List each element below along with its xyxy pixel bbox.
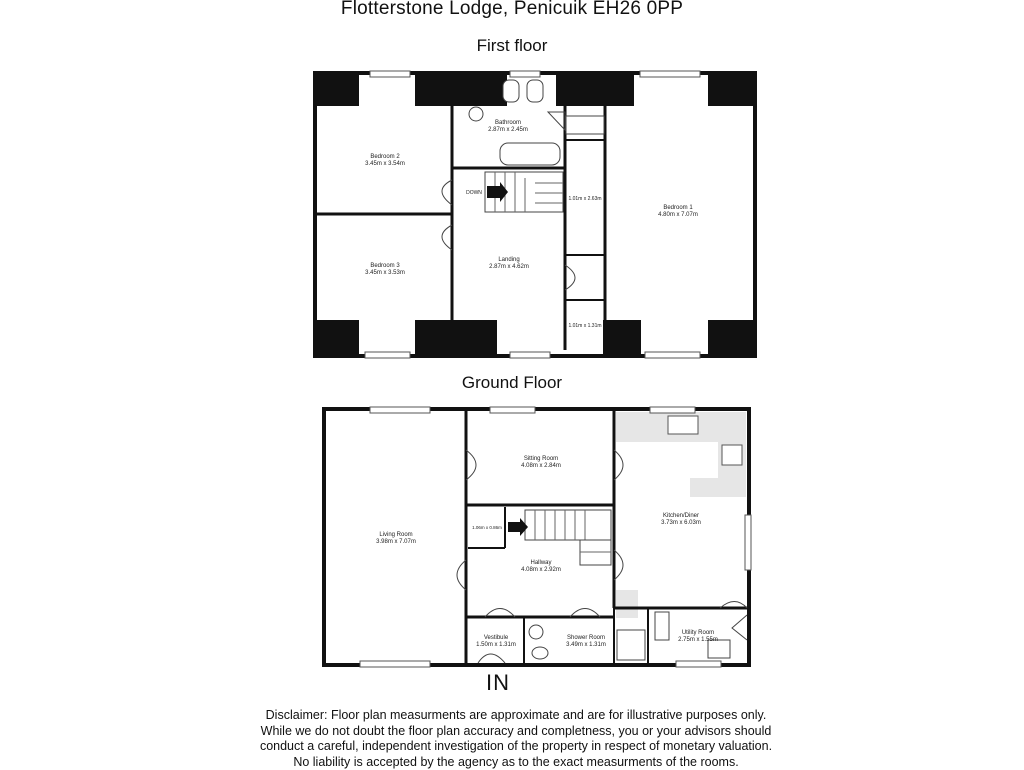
bedroom1-name: Bedroom 1 — [663, 205, 693, 211]
kitchen-size: 3.73m x 6.03m — [661, 520, 701, 526]
utility-sink — [655, 612, 669, 640]
chimney-block — [556, 73, 634, 106]
entrance-label: IN — [486, 670, 510, 696]
disclaimer — [236, 708, 796, 770]
toilet — [503, 80, 519, 102]
stairs-down-label: DOWN — [466, 190, 482, 196]
hallway-name: Hallway — [530, 560, 551, 566]
disclaimer-line: conduct a careful, independent investigation of the property in respect of monetary valuation. — [236, 739, 796, 755]
disclaimer-line: No liability is accepted by the agency as to the exact measurments of the rooms. — [236, 755, 796, 770]
basin — [469, 107, 483, 121]
kitchen-name: Kitchen/Diner — [663, 513, 699, 519]
window — [645, 352, 700, 358]
bedroom2-size: 3.45m x 3.54m — [365, 161, 405, 167]
shower-tray — [617, 630, 645, 660]
chimney-block — [315, 73, 359, 106]
window — [676, 661, 721, 667]
chimney-block — [603, 320, 641, 356]
bathroom-size: 2.87m x 2.45m — [488, 127, 528, 133]
utility-room-name: Utility Room — [682, 630, 714, 636]
window — [365, 352, 410, 358]
window — [640, 71, 700, 77]
store-size: 1.06m x 0.86m — [472, 525, 502, 530]
chimney-block — [708, 73, 755, 106]
shower-room-name: Shower Room — [567, 635, 605, 641]
cupboard-a-size: 1.01m x 2.63m — [568, 196, 601, 202]
living-room-name: Living Room — [379, 532, 412, 538]
plan-title: Flotterstone Lodge, Penicuik EH26 0PP — [0, 0, 1024, 20]
sitting-room-size: 4.08m x 2.84m — [521, 463, 561, 469]
landing-size: 2.87m x 4.62m — [489, 264, 529, 270]
window — [745, 515, 751, 570]
window — [370, 407, 430, 413]
chimney-block — [415, 320, 497, 356]
vestibule-size: 1.50m x 1.31m — [476, 642, 516, 648]
window — [360, 661, 430, 667]
bath — [500, 143, 560, 165]
sitting-room-name: Sitting Room — [524, 456, 558, 462]
chimney-block — [708, 320, 755, 356]
kitchen-sink — [668, 416, 698, 434]
window — [490, 407, 535, 413]
bedroom3-name: Bedroom 3 — [370, 263, 400, 269]
entrance-door-swing — [478, 654, 505, 663]
hallway-size: 4.08m x 2.92m — [521, 567, 561, 573]
window — [510, 71, 540, 77]
chimney-block — [415, 73, 507, 106]
first-floor-plan — [315, 71, 755, 358]
ground-floor-plan — [324, 407, 751, 667]
toilet — [527, 80, 543, 102]
vestibule-name: Vestibule — [484, 635, 509, 641]
utility-room-size: 2.75m x 1.55m — [678, 637, 718, 643]
bedroom1-size: 4.80m x 7.07m — [658, 212, 698, 218]
bedroom2-name: Bedroom 2 — [370, 154, 400, 160]
first-floor-heading: First floor — [0, 36, 1024, 56]
window — [510, 352, 550, 358]
chimney-block — [315, 320, 359, 356]
shower-room-size: 3.49m x 1.31m — [566, 642, 606, 648]
ground-floor-heading: Ground Floor — [0, 373, 1024, 393]
cupboard-b-size: 1.01m x 1.31m — [568, 323, 601, 329]
window — [370, 71, 410, 77]
living-room-size: 3.98m x 7.07m — [376, 539, 416, 545]
bedroom3-size: 3.45m x 3.53m — [365, 270, 405, 276]
ground-floor-stairs — [508, 510, 611, 565]
landing-name: Landing — [498, 257, 519, 263]
window — [650, 407, 695, 413]
kitchen-worktop — [616, 590, 638, 618]
basin — [529, 625, 543, 639]
kitchen-worktop — [690, 478, 718, 497]
shower-tray — [566, 116, 604, 134]
first-floor-stairs — [485, 172, 563, 212]
door-swing — [732, 615, 747, 640]
hob — [722, 445, 742, 465]
toilet — [532, 647, 548, 659]
bathroom-name: Bathroom — [495, 120, 521, 126]
disclaimer-line: Disclaimer: Floor plan measurments are approximate and are for illustrative purposes only. — [236, 708, 796, 724]
door-swing — [548, 112, 565, 130]
disclaimer-line: While we do not doubt the floor plan accuracy and completness, you or your advisors should — [236, 724, 796, 740]
